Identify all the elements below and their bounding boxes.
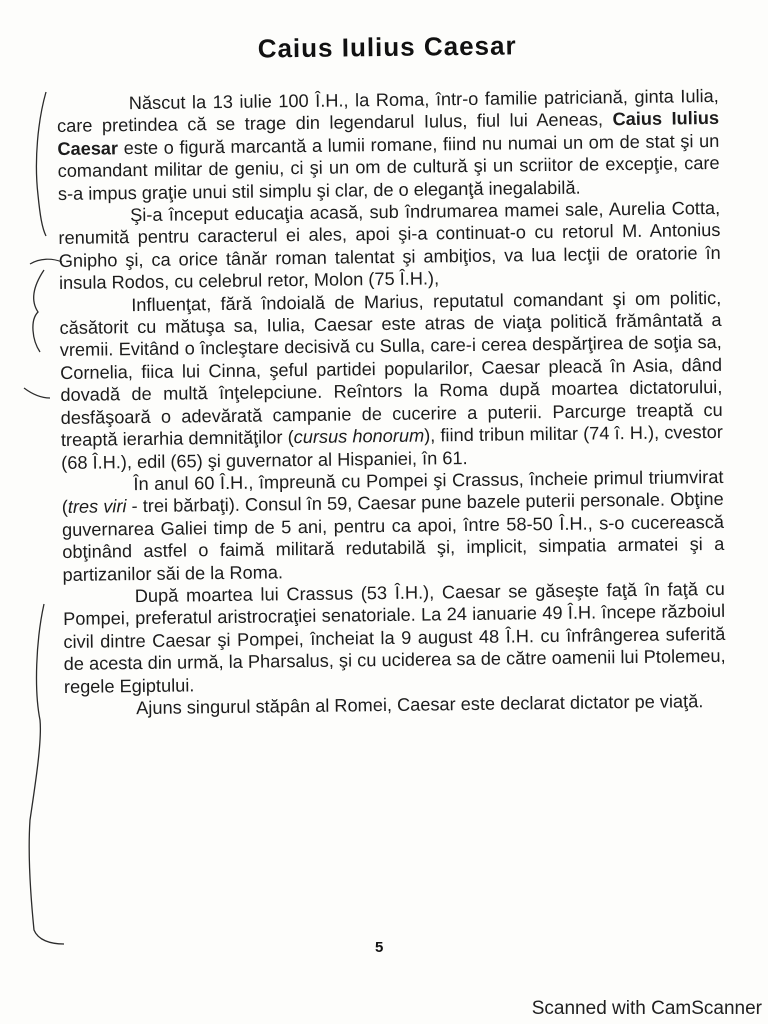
paragraph-text: ), fiind tribun militar (74 î. H.), cvestor (68 Î.H.), edil (65) şi guvernator al Hispaniei, în 61. — [61, 421, 724, 473]
paragraph-text: Născut la 13 iulie 100 Î.H., la Roma, într-o familie patriciană, ginta Iulia, care pretindea că se trage din legendarul Iulus, fiul lui Aeneas, — [56, 85, 719, 137]
body-paragraph — [58, 197, 721, 295]
paragraph-list — [57, 85, 727, 720]
paragraph-text: Ajuns singurul stăpân al Romei, Caesar este declarat dictator pe viaţă. — [136, 691, 704, 719]
body-paragraph — [63, 578, 726, 698]
document-body — [56, 28, 726, 720]
pencil-bracket-mark — [30, 259, 62, 264]
bold-name: Caius Iulius Caesar — [57, 108, 720, 159]
italic-term: cursus honorum — [293, 425, 425, 448]
body-paragraph — [57, 85, 720, 205]
paragraph-text: - trei bărbaţi). Consul în 59, Caesar pune bazele puterii personale. Obţine guvernarea Galiei timp de 5 ani, pentru ca apoi, între 58-50 Î.H., s-o cucerească obţinând astfel o faimă militară redutabilă şi, implicit, simpatia armatei şi a partizanilor săi de la Roma. — [61, 489, 725, 585]
paragraph-text: În anul 60 Î.H., împreună cu Pompei şi Crassus, încheie primul triumvirat ( — [61, 466, 724, 518]
paragraph-text: Influenţat, fără îndoială de Marius, reputatul comandant şi om politic, căsătorit cu mătuşa sa, Iulia, Caesar este atras de viaţa politică frământată a vremii. Evitând o încleştare decisivă cu Sulla, care-i cerea despărţirea de soţia sa, Cornelia, fiica lui Cinna, şeful partidei popularilor, Caesar pleacă în Asia, dând dovadă de multă înţelepciune. Reîntors la Roma după moartea dictatorului, desfăşoară o adevărată campanie de cucerire a puterii. Parcurge treaptă cu treaptă ierarhia demnităţilor ( — [59, 287, 723, 451]
pencil-bracket-mark — [36, 92, 46, 236]
body-paragraph — [61, 466, 724, 586]
paragraph-text: este o figură marcantă a lumii romane, fiind nu numai un om de stat şi un comandant militar de geniu, ci şi un om de cultură şi un scriitor de excepţie, care s-a impus graţie unui stil simplu şi clar, de o eleganţă inegalabilă. — [57, 130, 720, 204]
pencil-bracket-mark — [33, 270, 44, 352]
paragraph-text: După moartea lui Crassus (53 Î.H.), Caesar se găseşte faţă în faţă cu Pompei, preferatul aristrocraţiei senatoriale. La 24 ianuarie 49 Î.H. începe războiul civil dintre Caesar şi Pompei, încheiat la 9 august 48 Î.H. cu înfrângerea suferită de acesta din urmă, la Pharsalus, şi cu uciderea sa de către oamenii lui Ptolemeu, regele Egiptului. — [63, 578, 726, 697]
paragraph-text: Şi-a început educaţia acasă, sub îndrumarea mamei sale, Aurelia Cotta, renumită pentru caracterul ei ales, apoi şi-a continuat-o cu retorul M. Antonius Gnipho şi, ca orice tânăr roman talentat şi ambiţios, va lua lecţii de oratorie în insula Rodos, cu celebrul retor, Molon (75 Î.H.), — [58, 197, 721, 294]
page-number: 5 — [375, 939, 384, 956]
pencil-bracket-mark — [24, 388, 50, 398]
pencil-bracket-mark — [29, 604, 64, 944]
scanner-watermark: Scanned with CamScanner — [531, 998, 762, 1019]
italic-term: tres viri — [67, 496, 127, 518]
body-paragraph — [59, 287, 723, 474]
document-title: Caius Iulius Caesar — [257, 30, 517, 64]
